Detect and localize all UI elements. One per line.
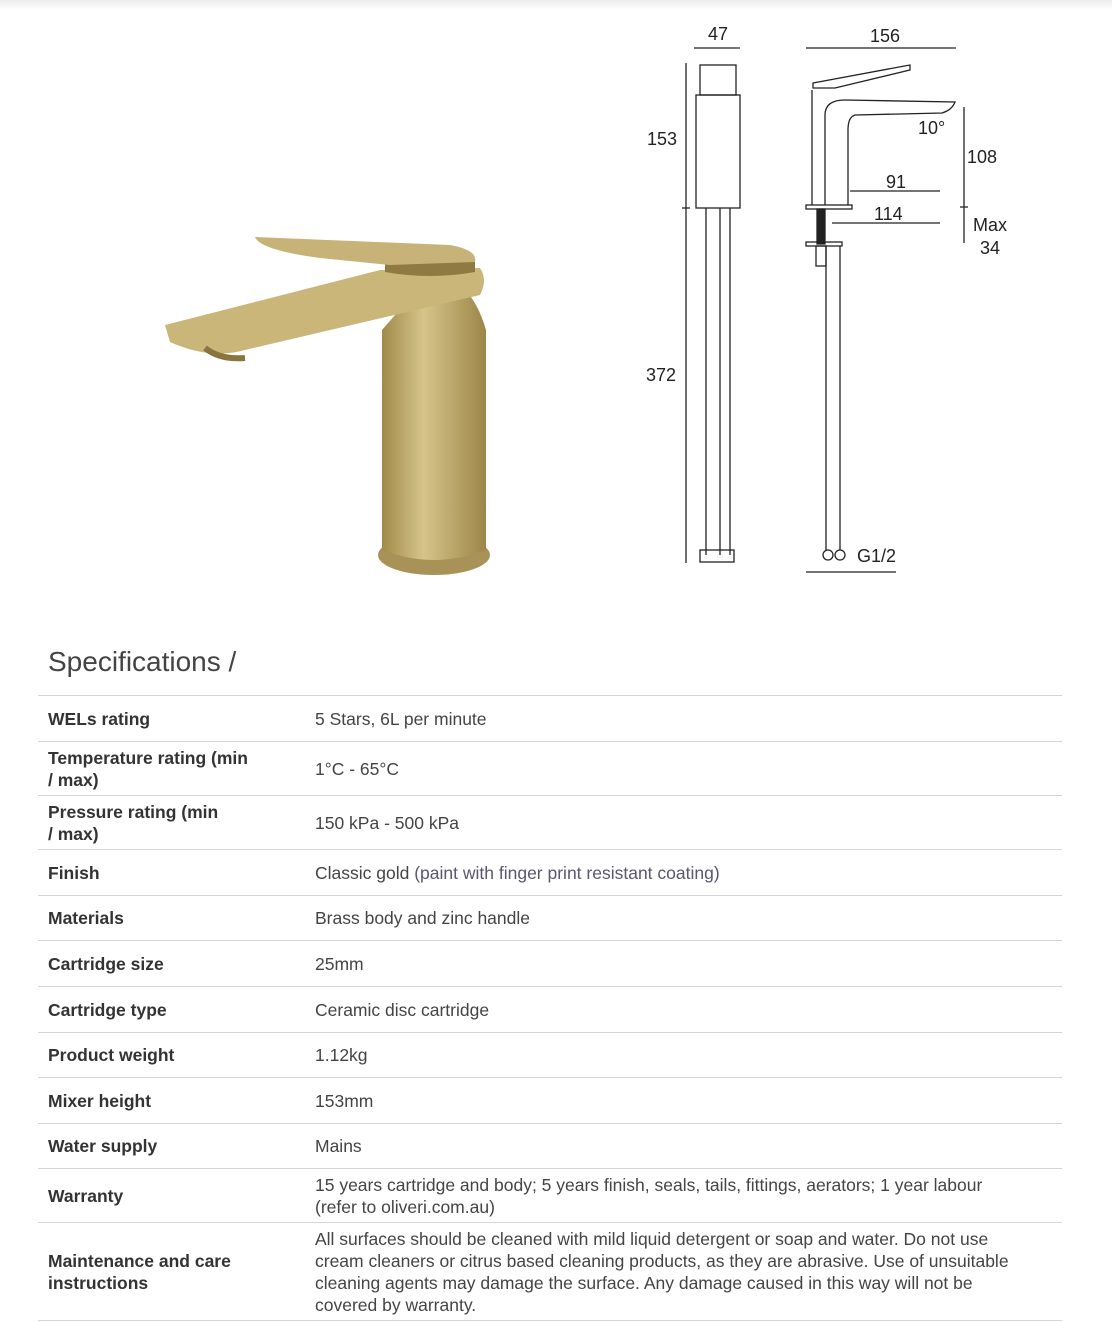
dim-153: 153 xyxy=(647,129,678,149)
spec-label: Finish xyxy=(38,850,315,896)
dimension-diagram xyxy=(630,15,1030,585)
spec-label: Mixer height xyxy=(38,1078,315,1124)
table-row xyxy=(38,742,1062,796)
top-edge xyxy=(0,0,1112,10)
spec-value: 153mm xyxy=(315,1078,1062,1124)
dim-156: 156 xyxy=(870,26,901,46)
dim-max-label: Max xyxy=(973,215,1008,235)
spec-value: 15 years cartridge and body; 5 years finish, seals, tails, fittings, aerators; 1 year labour (refer to oliveri.com.au) xyxy=(315,1169,1062,1223)
specifications-table xyxy=(38,695,1062,1321)
spec-value xyxy=(315,850,1062,896)
specifications-heading: Specifications / xyxy=(48,646,237,677)
spec-label: Temperature rating (min / max) xyxy=(38,742,315,796)
spec-label: Cartridge size xyxy=(38,941,315,987)
dim-angle: 10° xyxy=(918,118,946,138)
spec-label: Cartridge type xyxy=(38,987,315,1033)
dim-thread: G1/2 xyxy=(857,546,897,566)
spec-value: 1°C - 65°C xyxy=(315,742,1062,796)
product-image-gold-mixer xyxy=(150,220,510,590)
spec-value: Mains xyxy=(315,1124,1062,1169)
table-row xyxy=(38,796,1062,850)
table-row xyxy=(38,1169,1062,1223)
table-row xyxy=(38,941,1062,987)
spec-value: Brass body and zinc handle xyxy=(315,896,1062,941)
spec-value: All surfaces should be cleaned with mild liquid detergent or soap and water. Do not use cream cleaners or citrus based cleaning products, as they are abrasive. Use of unsuitable cleaning agents may damage the surface. Any damage caused in this way will not be covered by warranty. xyxy=(315,1223,1062,1321)
table-row xyxy=(38,1033,1062,1078)
table-row xyxy=(38,896,1062,941)
dim-47: 47 xyxy=(708,24,729,44)
table-row xyxy=(38,1124,1062,1169)
dim-108: 108 xyxy=(967,147,998,167)
spec-label: Water supply xyxy=(38,1124,315,1169)
table-row xyxy=(38,850,1062,896)
table-row xyxy=(38,987,1062,1033)
dim-114: 114 xyxy=(874,204,903,224)
spec-label: Warranty xyxy=(38,1169,315,1223)
spec-value: 25mm xyxy=(315,941,1062,987)
spec-value: 1.12kg xyxy=(315,1033,1062,1078)
finish-value: Classic gold xyxy=(315,862,410,883)
spec-value: 150 kPa - 500 kPa xyxy=(315,796,1062,850)
finish-note: (paint with finger print resistant coating) xyxy=(414,862,720,883)
table-row xyxy=(38,1223,1062,1321)
dim-372: 372 xyxy=(646,365,677,385)
spec-label: Pressure rating (min / max) xyxy=(38,796,315,850)
spec-value: Ceramic disc cartridge xyxy=(315,987,1062,1033)
spec-label: Maintenance and care instructions xyxy=(38,1223,315,1321)
spec-label: Materials xyxy=(38,896,315,941)
table-row xyxy=(38,1078,1062,1124)
table-row xyxy=(38,696,1062,742)
dim-91: 91 xyxy=(886,172,907,192)
spec-label: Product weight xyxy=(38,1033,315,1078)
spec-label: WELs rating xyxy=(38,696,315,742)
spec-value: 5 Stars, 6L per minute xyxy=(315,696,1062,742)
dim-max-34: 34 xyxy=(980,238,1001,258)
